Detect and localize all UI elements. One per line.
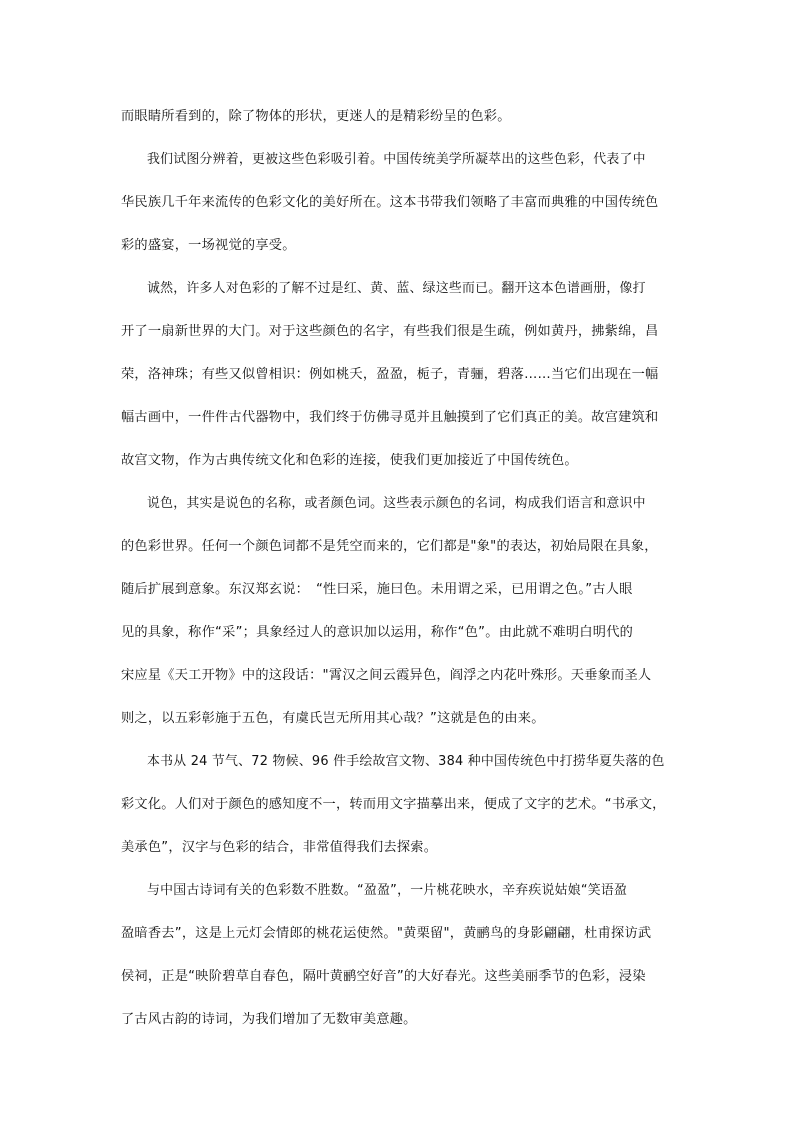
text-line: 故宫文物，作为古典传统文化和色彩的连接，使我们更加接近了中国传统色。	[121, 453, 578, 468]
paragraph-start: 诚然，许多人对色彩的了解不过是红、黄、蓝、绿这些而已。翻开这本色谱画册，像打	[147, 281, 646, 296]
text-line: 彩文化。人们对于颜色的感知度不一，转而用文字描摹出来，便成了文字的艺术。“书承文，	[121, 797, 666, 812]
text-line: 的色彩世界。任何一个颜色词都不是凭空而来的，它们都是"象"的表达，初始局限在具象，	[121, 539, 658, 554]
paragraph-start: 说色，其实是说色的名称，或者颜色词。这些表示颜色的名词，构成我们语言和意识中	[147, 496, 646, 511]
text-line: 美承色”，汉字与色彩的结合，非常值得我们去探索。	[121, 840, 438, 855]
text-line: 见的具象，称作“采”；具象经过人的意识加以运用，称作“色”。由此就不难明白明代的	[121, 625, 634, 640]
text-line: 而眼睛所看到的，除了物体的形状，更迷人的是精彩纷呈的色彩。	[121, 109, 511, 124]
text-line: 彩的盛宴，一场视觉的享受。	[121, 238, 296, 253]
paragraph-start: 我们试图分辨着，更被这些色彩吸引着。中国传统美学所凝萃出的这些色彩，代表了中	[147, 152, 646, 167]
text-line: 华民族几千年来流传的色彩文化的美好所在。这本书带我们领略了丰富而典雅的中国传统色	[121, 195, 659, 210]
paragraph-start: 本书从 24 节气、72 物候、96 件手绘故宫文物、384 种中国传统色中打捞华夏失落的色	[147, 754, 665, 769]
text-line: 则之，以五彩彰施于五色，有虞氏岂无所用其心哉？”这就是色的由来。	[121, 711, 545, 726]
text-line: 侯祠，正是“映阶碧草自春色，隔叶黄鹂空好音”的大好春光。这些美丽季节的色彩，浸染	[121, 969, 646, 984]
text-line: 宋应星《天工开物》中的这段话："霄汉之间云霞异色，阎浮之内花叶殊形。天垂象而圣人	[121, 668, 652, 683]
text-line: 了古风古韵的诗词，为我们增加了无数审美意趣。	[121, 1012, 417, 1027]
paragraph-start: 与中国古诗词有关的色彩数不胜数。“盈盈”，一片桃花映水，辛弃疾说姑娘“笑语盈	[147, 883, 628, 898]
text-line: 荣，洛神珠；有些又似曾相识：例如桃夭，盈盈，栀子，青骊，碧落……当它们出现在一幅	[121, 367, 659, 382]
text-line: 开了一扇新世界的大门。对于这些颜色的名字，有些我们很是生疏，例如黄丹，拂紫绵，昌	[121, 324, 659, 339]
text-line: 幅古画中，一件件古代器物中，我们终于仿佛寻觅并且触摸到了它们真正的美。故宫建筑和	[121, 410, 659, 425]
text-line: 随后扩展到意象。东汉郑玄说： “性曰采，施曰色。未用谓之采，已用谓之色。”古人眼	[121, 582, 633, 597]
text-line: 盈暗香去”，这是上元灯会情郎的桃花运使然。"黄栗留"，黄鹂鸟的身影翩翩，杜甫探访武	[121, 926, 652, 941]
